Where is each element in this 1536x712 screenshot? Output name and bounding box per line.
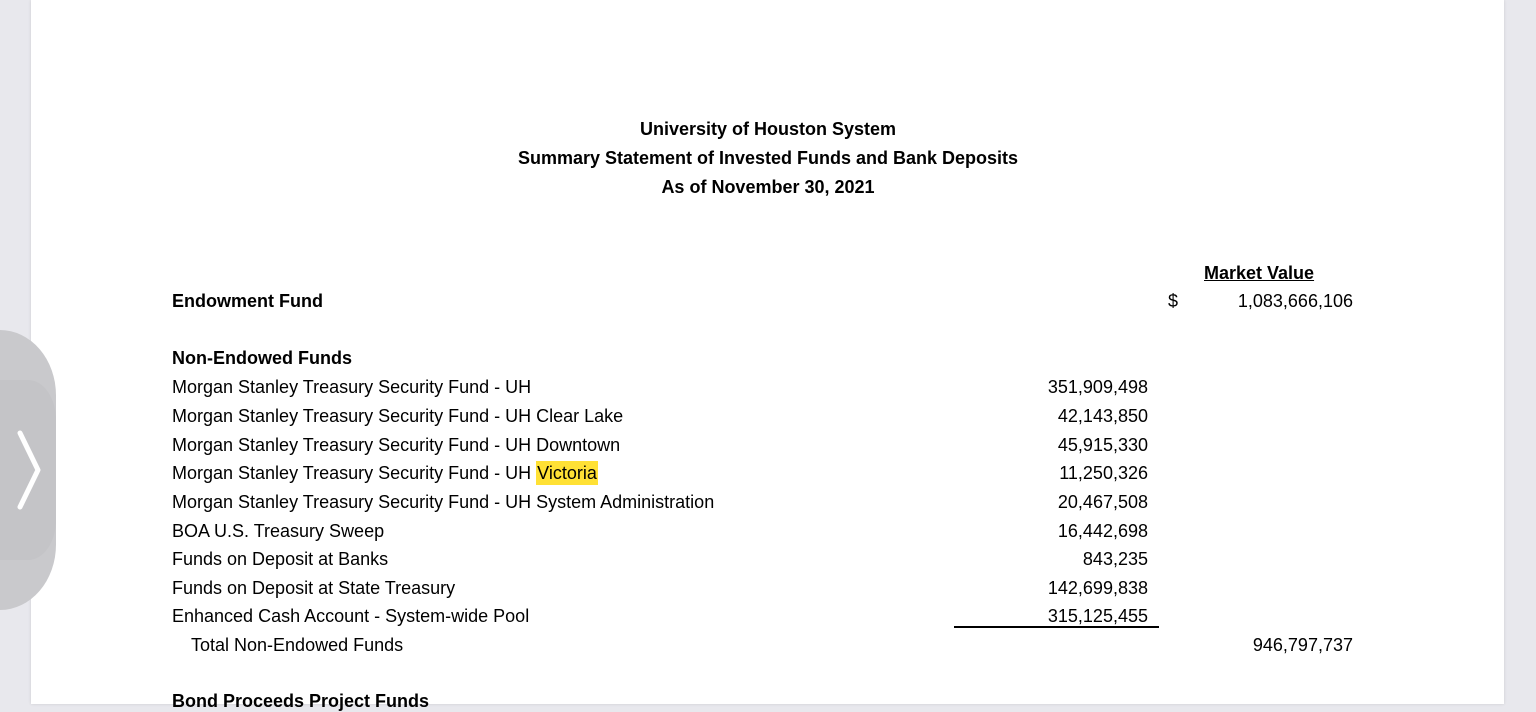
fund-row-value: 351,909,498 bbox=[1047, 377, 1148, 397]
fund-row-label: Funds on Deposit at Banks bbox=[172, 549, 389, 569]
fund-row-label: Funds on Deposit at State Treasury bbox=[172, 578, 456, 598]
fund-row-value: 16,442,698 bbox=[1057, 521, 1148, 541]
report-date: As of November 30, 2021 bbox=[661, 177, 875, 197]
fund-row-label: Enhanced Cash Account - System-wide Pool bbox=[172, 606, 530, 626]
report-title: University of Houston System bbox=[639, 119, 897, 139]
search-highlight[interactable]: Victoria bbox=[537, 463, 597, 483]
currency-symbol: $ bbox=[1168, 291, 1179, 311]
bond-proceeds-heading: Bond Proceeds Project Funds bbox=[172, 691, 430, 711]
fund-row-value: 315,125,455 bbox=[1047, 606, 1148, 626]
fund-row-value: 42,143,850 bbox=[1057, 406, 1148, 426]
fund-row-label: Morgan Stanley Treasury Security Fund - UH System Administration bbox=[172, 492, 715, 512]
fund-row-label: Morgan Stanley Treasury Security Fund - UH Clear Lake bbox=[172, 406, 624, 426]
fund-row-label bbox=[172, 462, 598, 484]
sidebar-toggle-tab[interactable] bbox=[0, 330, 56, 610]
fund-row-value: 142,699,838 bbox=[1047, 578, 1148, 598]
endowment-fund-label: Endowment Fund bbox=[172, 291, 323, 311]
fund-row-label: BOA U.S. Treasury Sweep bbox=[172, 521, 385, 541]
fund-row-label: Morgan Stanley Treasury Security Fund - UH Downtown bbox=[172, 435, 621, 455]
chevron-right-icon bbox=[14, 425, 44, 515]
total-non-endowed-value: 946,797,737 bbox=[1252, 635, 1353, 655]
subtotal-rule bbox=[954, 626, 1159, 628]
market-value-header: Market Value bbox=[1204, 263, 1315, 283]
total-non-endowed-label: Total Non-Endowed Funds bbox=[191, 635, 404, 655]
fund-row-value: 20,467,508 bbox=[1057, 492, 1148, 512]
fund-row-value: 45,915,330 bbox=[1057, 435, 1148, 455]
endowment-fund-value: 1,083,666,106 bbox=[1237, 291, 1353, 311]
fund-row-value: 11,250,326 bbox=[1059, 463, 1148, 483]
fund-row-value: 843,235 bbox=[1082, 549, 1148, 569]
fund-row-label-prefix: Morgan Stanley Treasury Security Fund - UH bbox=[172, 463, 537, 483]
report-subtitle: Summary Statement of Invested Funds and Bank Deposits bbox=[517, 148, 1019, 168]
fund-row-label: Morgan Stanley Treasury Security Fund - UH bbox=[172, 377, 532, 397]
non-endowed-heading: Non-Endowed Funds bbox=[172, 348, 352, 368]
